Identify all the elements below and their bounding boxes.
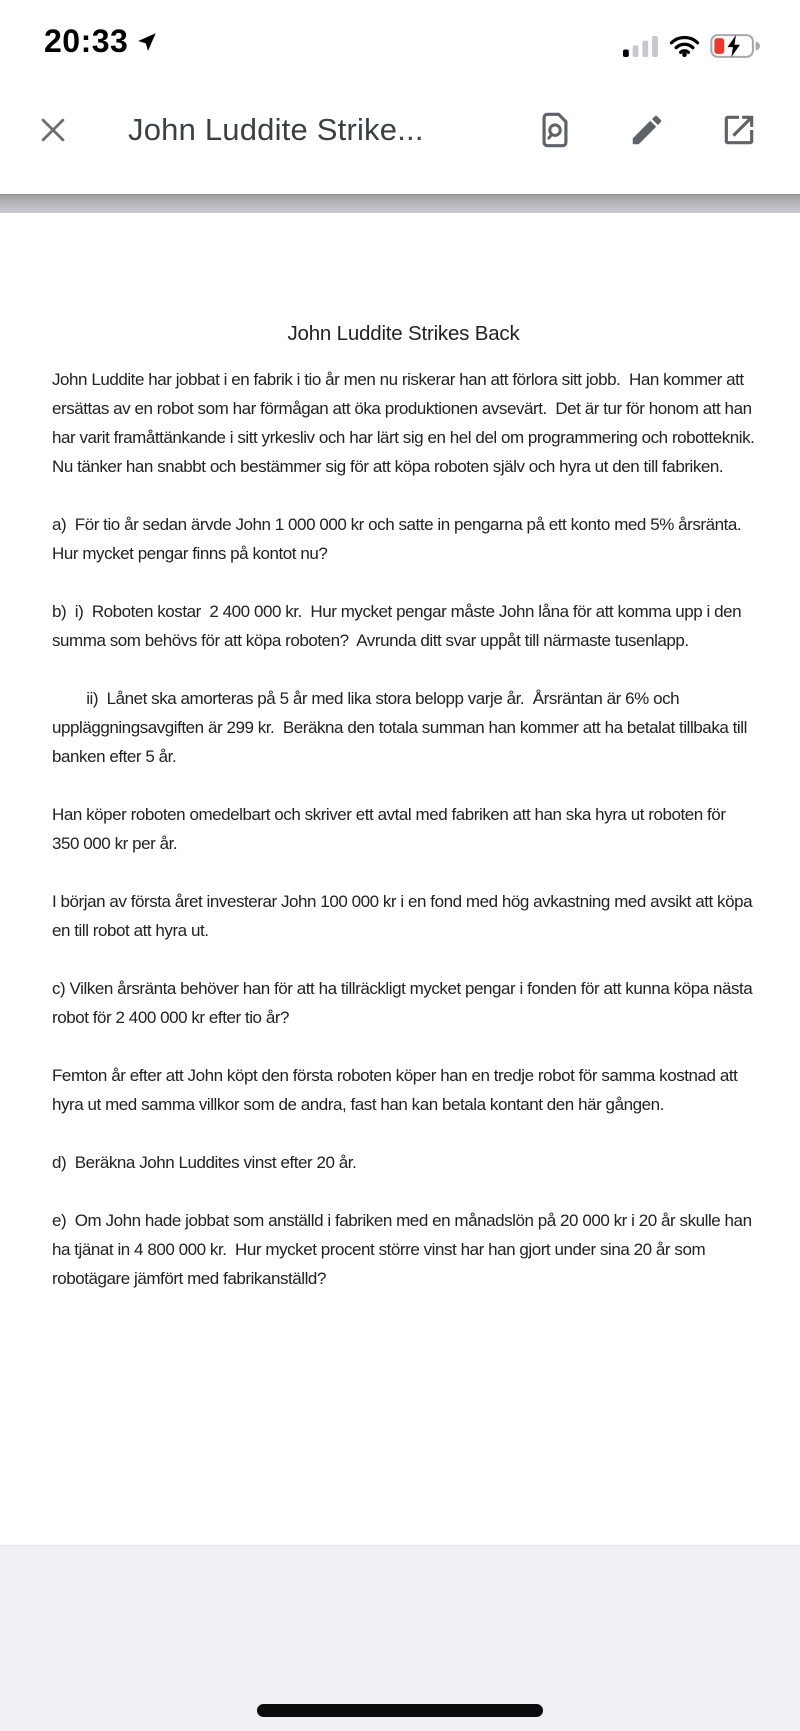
document-paragraph: John Luddite har jobbat i en fabrik i tio år men nu riskerar han att förlora sitt jobb. Han kommer att ersättas av en robot som har förmågan att öka produktionen avsevärt. Det är tur för honom att han har varit framåttänkande i sitt yrkesliv och har lärt sig en hel del om programmering och robotteknik. Nu tänker han snabbt och bestämmer sig för att köpa roboten själv och hyra ut den till fabriken.	[52, 370, 763, 476]
header-actions	[536, 110, 758, 150]
document-paragraph: I början av första året investerar John 100 000 kr i en fond med hög avkastning med avsikt att köpa en till robot att hyra ut.	[52, 892, 757, 940]
document-paragraph: b) i) Roboten kostar 2 400 000 kr. Hur mycket pengar måste John låna för att komma upp i den summa som behövs för att köpa roboten? Avrunda ditt svar uppåt till närmaste tusenlapp.	[52, 602, 746, 650]
home-indicator[interactable]	[257, 1704, 543, 1717]
open-in-icon	[720, 111, 758, 149]
document-body	[52, 365, 763, 1293]
close-icon	[36, 113, 70, 147]
status-time: 20:33	[44, 23, 129, 59]
document-paragraph: e) Om John hade jobbat som anställd i fabriken med en månadslön på 20 000 kr i 20 år skulle han ha tjänat in 4 800 000 kr. Hur mycket procent större vinst har han gjort under sina 20 år som robotägare jämfört med fabrikanställd?	[52, 1211, 756, 1288]
document-paragraph: Han köper roboten omedelbart och skriver ett avtal med fabriken att han ska hyra ut roboten för 350 000 kr per år.	[52, 805, 730, 853]
app-header	[0, 66, 800, 194]
header-document-title: John Luddite Strike...	[128, 112, 424, 147]
open-in-button[interactable]	[720, 111, 758, 149]
document-paragraph: d) Beräkna John Luddites vinst efter 20 år.	[52, 1153, 357, 1172]
wifi-icon	[669, 35, 700, 57]
edit-button[interactable]	[628, 111, 666, 149]
document-title: John Luddite Strikes Back	[287, 322, 520, 345]
search-in-document-button[interactable]	[536, 110, 574, 150]
document-paragraph: a) För tio år sedan ärvde John 1 000 000 kr och satte in pengarna på ett konto med 5% årsränta. Hur mycket pengar finns på kontot nu?	[52, 515, 750, 563]
status-left	[44, 23, 157, 60]
battery-charging-low-icon	[710, 34, 760, 58]
status-bar	[0, 0, 800, 66]
header-shadow-divider	[0, 194, 800, 213]
status-icons	[623, 34, 760, 60]
document-page[interactable]	[0, 213, 800, 1545]
cellular-signal-icon	[623, 35, 659, 57]
search-in-document-icon	[536, 110, 574, 150]
document-paragraph: ii) Lånet ska amorteras på 5 år med lika stora belopp varje år. Årsräntan är 6% och uppläggningsavgiften är 299 kr. Beräkna den totala summan han kommer att ha betalat tillbaka till banken efter 5 år.	[52, 689, 752, 766]
pencil-icon	[628, 111, 666, 149]
document-paragraph: Femton år efter att John köpt den första roboten köper han en tredje robot för samma kostnad att hyra ut med samma villkor som de andra, fast han kan betala kontant den här gången.	[52, 1066, 742, 1114]
document-paragraph: c) Vilken årsränta behöver han för att ha tillräckligt mycket pengar i fonden för att kunna köpa nästa robot för 2 400 000 kr efter tio år?	[52, 979, 757, 1027]
close-button[interactable]	[36, 113, 70, 147]
location-arrow-icon	[137, 32, 157, 52]
footer-area	[0, 1545, 800, 1731]
